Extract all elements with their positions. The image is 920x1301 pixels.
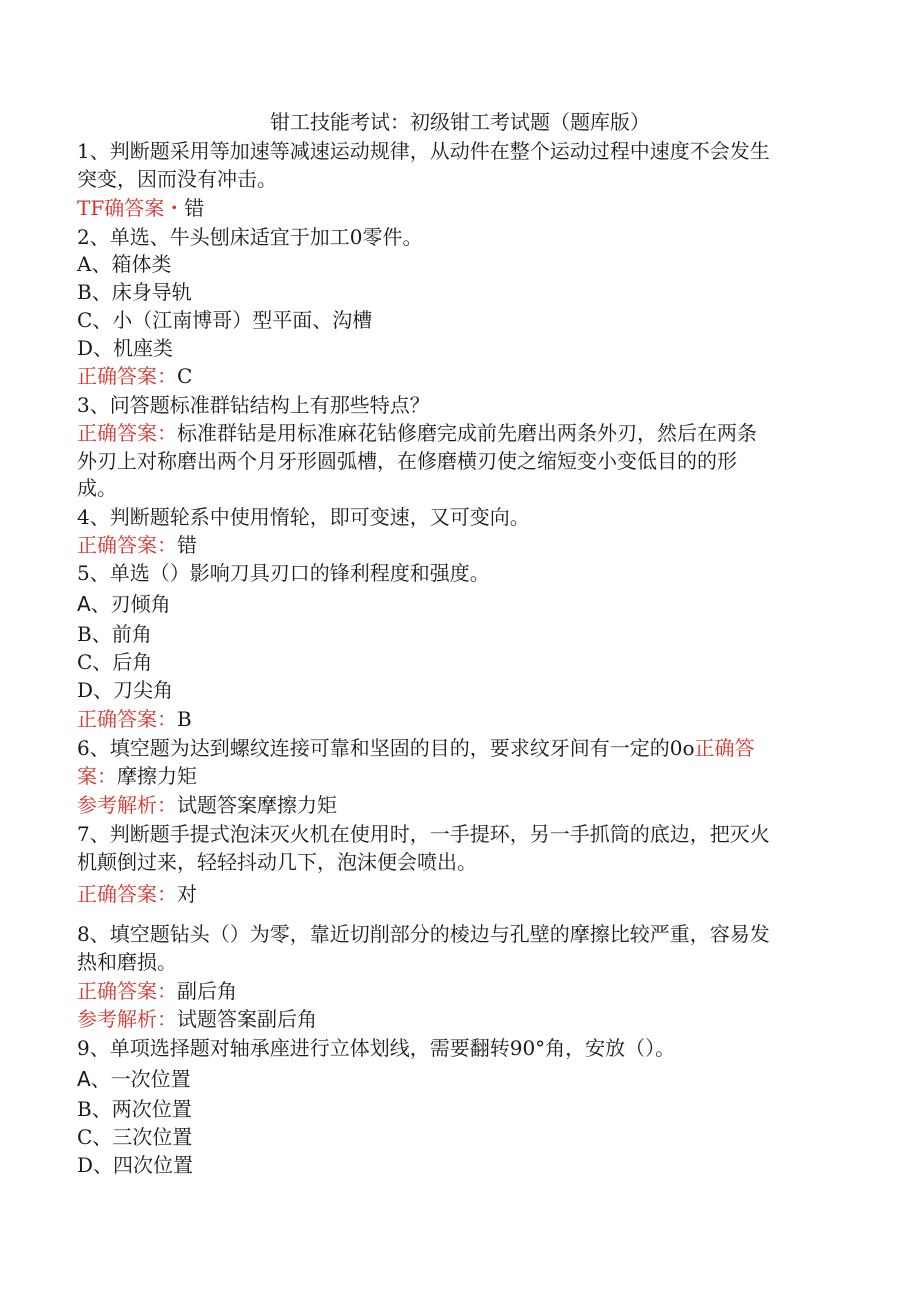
line-text: 错 [177,533,197,557]
line-text: B、床身导轨 [77,280,192,304]
line-text: 突变，因而没有冲击。 [77,167,277,191]
text-line [77,1123,192,1151]
line-text: 6、填空题为达到螺纹连接可靠和坚固的目的，要求纹牙间有一定的0o [77,736,695,760]
text-line [77,1151,193,1179]
text-line [77,362,192,390]
line-text: 试题答案摩擦力矩 [177,793,337,817]
line-text: D、刀尖角 [77,678,174,702]
line-text: A [77,592,91,616]
text-line [77,391,430,419]
answer-label: 参考解析： [77,793,177,817]
line-text: C [177,364,193,388]
line-text: C、小（江南博哥）型平面、沟槽 [77,308,373,332]
line-text: 7、判断题手提式泡沫灭火机在使用时，一手提环，另一手抓筒的底边，把灭火 [77,822,770,846]
answer-label: 正确答案： [77,979,177,1003]
answer-label: 正确答案： [77,707,177,731]
answer-label: 参考解析： [77,1007,177,1031]
text-line [77,848,477,876]
line-text: D、四次位置 [77,1153,194,1177]
line-text: A [77,1067,91,1091]
line-text: 成。 [77,476,117,500]
text-line [77,223,422,251]
answer-label: 正确答案： [77,882,177,906]
answer-label: 正确答案： [77,421,177,445]
line-text: 错 [184,196,205,220]
text-line [77,334,173,362]
text-line [77,250,171,278]
line-text: 、刃倾角 [90,592,171,616]
text-line [77,503,530,531]
text-line [77,920,770,948]
text-line [77,762,197,790]
answer-label: 案： [77,764,117,788]
line-text: 试题答案副后角 [177,1007,317,1031]
text-line [77,165,277,193]
answer-label: TF确答案・ [77,196,185,220]
line-text: 副后角 [177,979,237,1003]
line-text: 对 [177,882,197,906]
text-line [77,820,770,848]
text-line [77,474,117,502]
answer-label: 正确答案： [77,533,177,557]
text-line [77,1095,192,1123]
line-text: 、一次位置 [90,1067,191,1091]
text-line [77,791,337,819]
line-text: 8、填空题钻头（）为零，靠近切削部分的棱边与孔壁的摩擦比较严重，容易发 [77,922,770,946]
text-line [77,977,237,1005]
text-line [77,676,173,704]
line-text: 热和磨损。 [77,950,177,974]
answer-label: 正确答 [694,736,755,760]
text-line [77,531,197,559]
text-line [77,1034,675,1062]
line-text: 4、判断题轮系中使用惰轮，即可变速，又可变向。 [77,505,530,529]
text-line [77,880,197,908]
line-text: 机颠倒过来，轻轻抖动几下，泡沫便会喷出。 [77,850,477,874]
line-text: 2、单选、牛头刨床适宜于加工0零件。 [77,225,423,249]
text-line [77,306,372,334]
text-line [77,559,490,587]
text-line [77,734,755,762]
line-text: B、两次位置 [77,1097,192,1121]
line-text: B、前角 [77,622,152,646]
line-text: 3、问答题标准群钻结构上有那些特点？ [77,393,430,417]
text-line [77,1005,317,1033]
line-text: 标准群钻是用标准麻花钻修磨完成前先磨出两条外刃，然后在两条 [177,421,757,445]
text-line [77,648,152,676]
text-line [77,620,152,648]
line-text: D、机座类 [77,336,174,360]
line-text: B [177,707,192,731]
text-line [77,590,171,618]
line-text: C、三次位置 [77,1125,193,1149]
document-title: 钳工技能考试：初级钳工考试题（题库版） [270,110,650,134]
line-text: 1、判断题采用等加速等减速运动规律，从动件在整个运动过程中速度不会发生 [77,139,770,163]
line-text: 9、单项选择题对轴承座进行立体划线，需要翻转90°角，安放（）。 [77,1036,676,1060]
text-line [77,419,757,447]
text-line [77,278,192,306]
line-text: C、后角 [77,650,153,674]
text-line [77,447,737,475]
text-line [77,1065,191,1093]
text-line [77,948,177,976]
answer-label: 正确答案： [77,364,177,388]
text-line [77,137,770,165]
text-line [77,194,204,222]
line-text: A、箱体类 [77,252,172,276]
text-line [77,705,192,733]
line-text: 外刃上对称磨出两个月牙形圆弧槽，在修磨横刃使之缩短变小变低目的的形 [77,449,737,473]
line-text: 5、单选（）影响刀具刃口的锋利程度和强度。 [77,561,490,585]
line-text: 摩擦力矩 [117,764,197,788]
